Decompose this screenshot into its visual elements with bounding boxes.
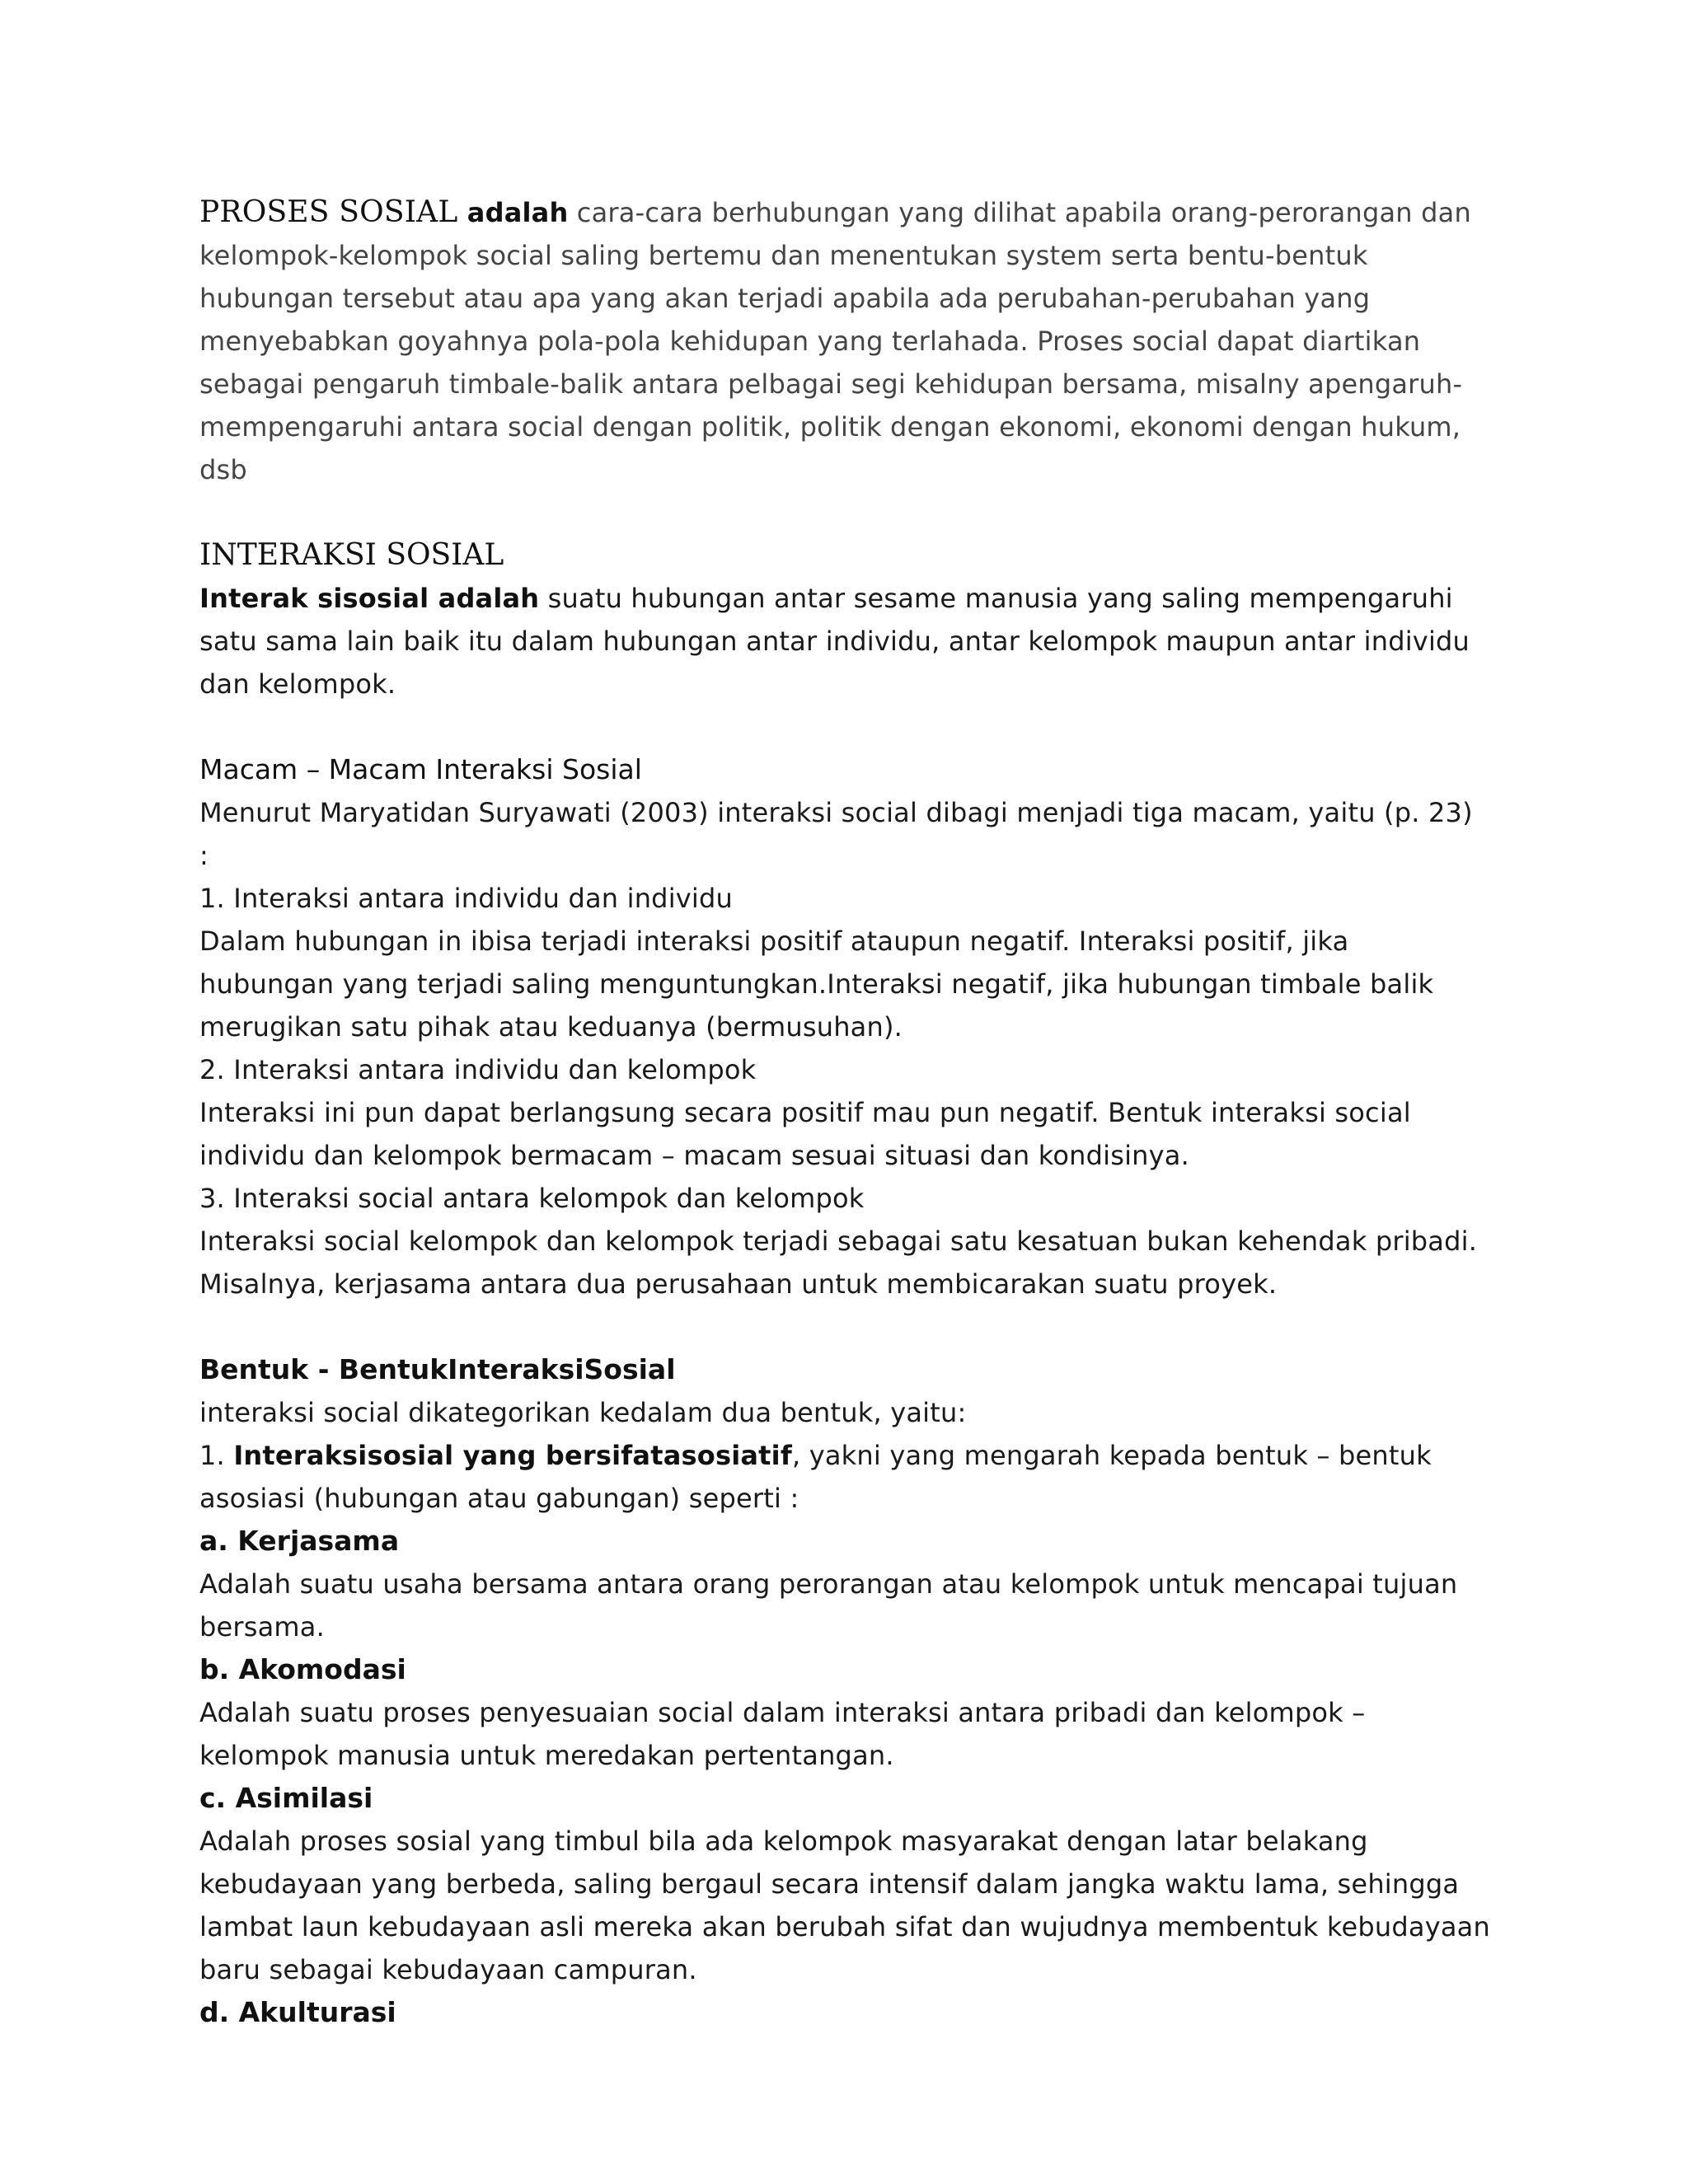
subitem-a-title: a. Kerjasama <box>199 1525 400 1557</box>
bentuk-point-term: Interaksisosial yang bersifatasosiatif <box>233 1440 792 1471</box>
proses-sosial-text: cara-cara berhubungan yang dilihat apabila orang-perorangan dan kelompok-kelompok social saling bertemu dan menentukan system serta bentu-bentuk hubungan tersebut atau apa yang akan terjadi apabila ada perubahan-perubahan yang menyebabkan goyahnya pola-pola kehidupan yang terlahada. Proses social dapat diartikan sebagai pengaruh timbale-balik antara pelbagai segi kehidupan bersama, misalny apengaruh-mempengaruhi antara social dengan politik, politik dengan ekonomi, ekonomi dengan hukum, dsb <box>199 197 1471 485</box>
proses-sosial-paragraph <box>199 191 1490 491</box>
bentuk-point-1 <box>199 1434 1490 1520</box>
bentuk-point-text: , yakni yang mengarah kepada bentuk – bentuk asosiasi (hubungan atau gabungan) seperti : <box>199 1440 1432 1514</box>
macam-item-2-text: Interaksi ini pun dapat berlangsung secara positif mau pun negatif. Bentuk interaksi social individu dan kelompok bermacam – macam sesuai situasi dan kondisinya. <box>199 1097 1411 1171</box>
subitem-a-text: Adalah suatu usaha bersama antara orang perorangan atau kelompok untuk mencapai tujuan bersama. <box>199 1568 1458 1643</box>
interaksi-sosial-heading: INTERAKSI SOSIAL <box>199 538 504 572</box>
spacer <box>199 1305 1490 1348</box>
interaksi-sosial-paragraph <box>199 577 1490 705</box>
spacer <box>199 491 1490 534</box>
macam-intro: Menurut Maryatidan Suryawati (2003) interaksi social dibagi menjadi tiga macam, yaitu (p. 23) : <box>199 797 1473 871</box>
proses-sosial-term: PROSES SOSIAL <box>199 195 458 229</box>
interaksi-sosial-term: Interak sisosial adalah <box>199 583 540 614</box>
subitem-c-title: c. Asimilasi <box>199 1782 373 1814</box>
macam-item-3-title: 3. Interaksi social antara kelompok dan kelompok <box>199 1183 865 1214</box>
macam-item-3-text: Interaksi social kelompok dan kelompok terjadi sebagai satu kesatuan bukan kehendak pribadi. Misalnya, kerjasama antara dua perusahaan untuk membicarakan suatu proyek. <box>199 1226 1478 1300</box>
bentuk-heading: Bentuk - BentukInteraksiSosial <box>199 1353 676 1385</box>
subitem-d-title: d. Akulturasi <box>199 1996 396 2028</box>
spacer <box>199 705 1490 748</box>
macam-item-2-title: 2. Interaksi antara individu dan kelompok <box>199 1054 757 1085</box>
interaksi-sosial-text: suatu hubungan antar sesame manusia yang saling mempengaruhi satu sama lain baik itu dalam hubungan antar individu, antar kelompok maupun antar individu dan kelompok. <box>199 583 1470 700</box>
bentuk-point-prefix: 1. <box>199 1440 234 1471</box>
proses-sosial-connector: adalah <box>457 197 569 228</box>
bentuk-intro: interaksi social dikategorikan kedalam dua bentuk, yaitu: <box>199 1397 967 1428</box>
subitem-b-title: b. Akomodasi <box>199 1653 406 1685</box>
subitem-c-text: Adalah proses sosial yang timbul bila ada kelompok masyarakat dengan latar belakang kebudayaan yang berbeda, saling bergaul secara intensif dalam jangka waktu lama, sehingga lambat laun kebudayaan asli mereka akan berubah sifat dan wujudnya membentuk kebudayaan baru sebagai kebudayaan campuran. <box>199 1825 1490 1985</box>
macam-item-1-title: 1. Interaksi antara individu dan individu <box>199 883 734 914</box>
subitem-b-text: Adalah suatu proses penyesuaian social dalam interaksi antara pribadi dan kelompok – kelompok manusia untuk meredakan pertentangan. <box>199 1697 1366 1771</box>
macam-item-1-text: Dalam hubungan in ibisa terjadi interaksi positif ataupun negatif. Interaksi positif, jika hubungan yang terjadi saling menguntungkan.Interaksi negatif, jika hubungan timbale balik merugikan satu pihak atau keduanya (bermusuhan). <box>199 926 1434 1043</box>
macam-heading: Macam – Macam Interaksi Sosial <box>199 753 642 785</box>
